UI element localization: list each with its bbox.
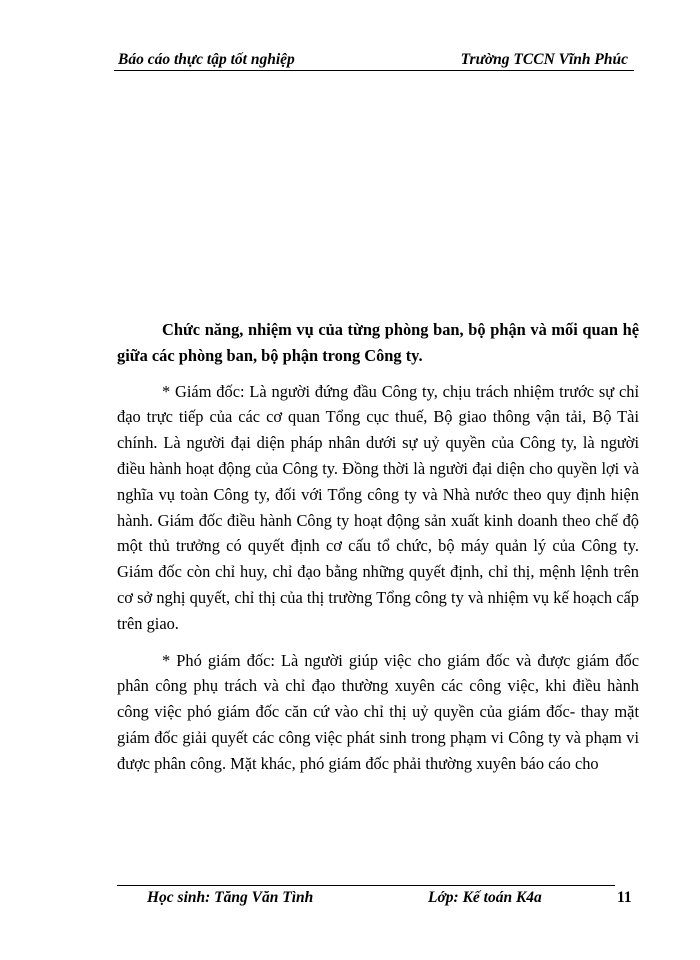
footer-class-name: Lớp: Kế toán K4a [428, 889, 542, 906]
page-number: 11 [617, 889, 632, 906]
footer-divider [117, 885, 615, 886]
page-header [114, 50, 634, 71]
page-footer [117, 889, 639, 909]
paragraph-deputy-director: * Phó giám đốc: Là người giúp việc cho giám đốc và được giám đốc phân công phụ trách và chỉ đạo thường xuyên các công việc, khi điều hành công việc phó giám đốc căn cứ vào chỉ thị uỷ quyền của giám đốc- thay mặt giám đốc giải quyết các công việc phát sinh trong phạm vi Công ty và phạm vi được phân công. Mặt khác, phó giám đốc phải thường xuyên báo cáo cho [117, 650, 639, 773]
section-title: Chức năng, nhiệm vụ của từng phòng ban, bộ phận và mối quan hệ giữa các phòng ban, bộ phận trong Công ty. [117, 320, 639, 365]
footer-student-name: Học sinh: Tăng Văn Tình [147, 889, 314, 906]
header-report-title: Báo cáo thực tập tốt nghiệp [118, 51, 295, 68]
paragraph-director: * Giám đốc: Là người đứng đầu Công ty, chịu trách nhiệm trước sự chỉ đạo trực tiếp của các cơ quan Tổng cục thuế, Bộ giao thông vận tải, Bộ Tài chính. Là người đại diện pháp nhân dưới sự uỷ quyền của Công ty, là người điều hành hoạt động của Công ty. Đồng thời là người đại diện cho quyền lợi và nghĩa vụ toàn Công ty, đối với Tổng công ty và Nhà nước theo quy định hiện hành. Giám đốc điều hành Công ty hoạt động sản xuất kinh doanh theo chế độ một thủ trưởng có quyết định cơ cấu tổ chức, bộ máy quản lý của Công ty. Giám đốc còn chỉ huy, chỉ đạo bằng những quyết định, chỉ thị, mệnh lệnh trên cơ sở nghị quyết, chỉ thị của thị trường Tổng công ty và nhiệm vụ kế hoạch cấp trên giao. [117, 381, 639, 633]
header-school-name: Trường TCCN Vĩnh Phúc [460, 51, 628, 68]
document-body [117, 317, 639, 788]
